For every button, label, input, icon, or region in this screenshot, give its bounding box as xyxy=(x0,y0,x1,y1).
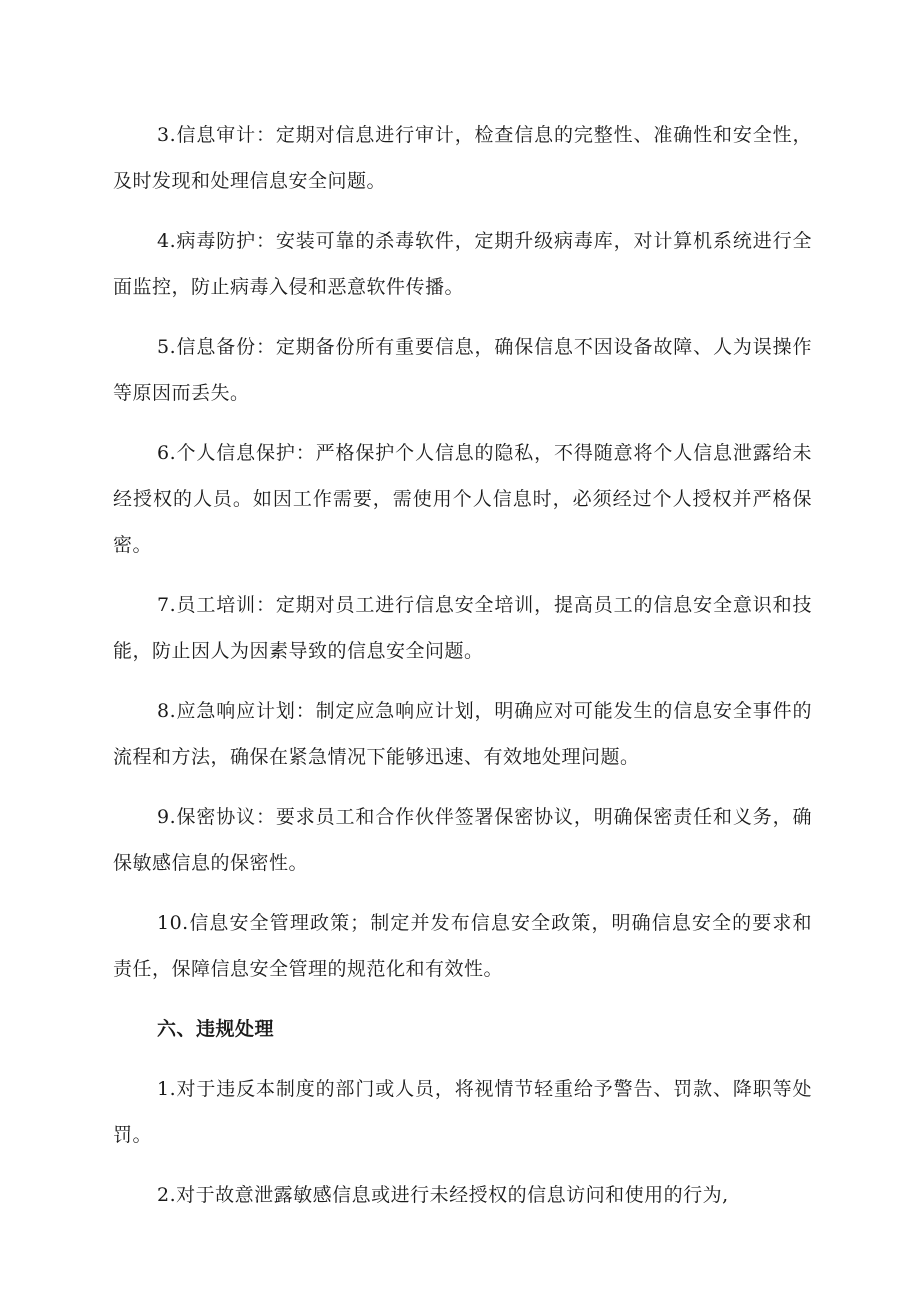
paragraph-violation-penalty: 1.对于违反本制度的部门或人员，将视情节轻重给予警告、罚款、降职等处罚。 xyxy=(113,1078,812,1146)
paragraph-intentional-leak: 2.对于故意泄露敏感信息或进行未经授权的信息访问和使用的行为, xyxy=(157,1184,729,1206)
paragraph-emergency-response: 8.应急响应计划：制定应急响应计划，明确应对可能发生的信息安全事件的流程和方法，确保在紧急情况下能够迅速、有效地处理问题。 xyxy=(113,700,812,768)
paragraph-info-backup: 5.信息备份：定期备份所有重要信息，确保信息不因设备故障、人为误操作等原因而丢失。 xyxy=(113,336,812,404)
paragraph-confidentiality-agreement: 9.保密协议：要求员工和合作伙伴签署保密协议，明确保密责任和义务，确保敏感信息的保密性。 xyxy=(113,806,812,874)
paragraph-info-audit: 3.信息审计：定期对信息进行审计，检查信息的完整性、准确性和安全性，及时发现和处理信息安全问题。 xyxy=(113,124,812,192)
paragraph-personal-info-protection: 6.个人信息保护：严格保护个人信息的隐私，不得随意将个人信息泄露给未经授权的人员。如因工作需要，需使用个人信息时，必须经过个人授权并严格保密。 xyxy=(113,442,812,556)
paragraph-virus-protection: 4.病毒防护：安装可靠的杀毒软件，定期升级病毒库，对计算机系统进行全面监控，防止病毒入侵和恶意软件传播。 xyxy=(113,230,812,298)
section-heading-violations: 六、违规处理 xyxy=(157,1018,275,1040)
paragraph-staff-training: 7.员工培训：定期对员工进行信息安全培训，提高员工的信息安全意识和技能，防止因人为因素导致的信息安全问题。 xyxy=(113,594,812,662)
paragraph-security-policy: 10.信息安全管理政策；制定并发布信息安全政策，明确信息安全的要求和责任，保障信息安全管理的规范化和有效性。 xyxy=(113,912,812,980)
